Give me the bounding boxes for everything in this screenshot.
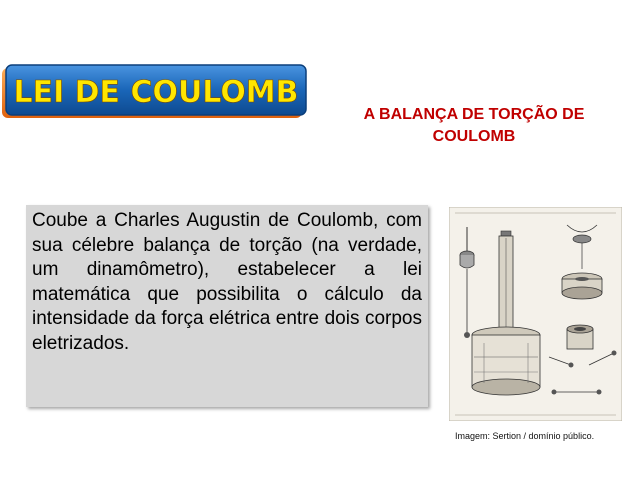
page-title: LEI DE COULOMB xyxy=(13,75,299,110)
image-caption: Imagem: Sertion / domínio público. xyxy=(455,431,595,441)
torsion-balance-illustration xyxy=(449,207,622,421)
text-box xyxy=(26,205,428,407)
subtitle-line-1: A BALANÇA DE TORÇÃO DE xyxy=(363,106,585,123)
title-banner xyxy=(2,62,310,122)
body-paragraph: Coube a Charles Augustin de Coulomb, com sua célebre balança de torção (na verdade, um dinamômetro), estabelecer a lei matemática que possibilita o cálculo da intensidade da força elétrica entre dois corpos eletrizados. xyxy=(32,210,422,354)
subtitle xyxy=(314,104,634,148)
subtitle-line-2: COULOMB xyxy=(432,128,516,145)
